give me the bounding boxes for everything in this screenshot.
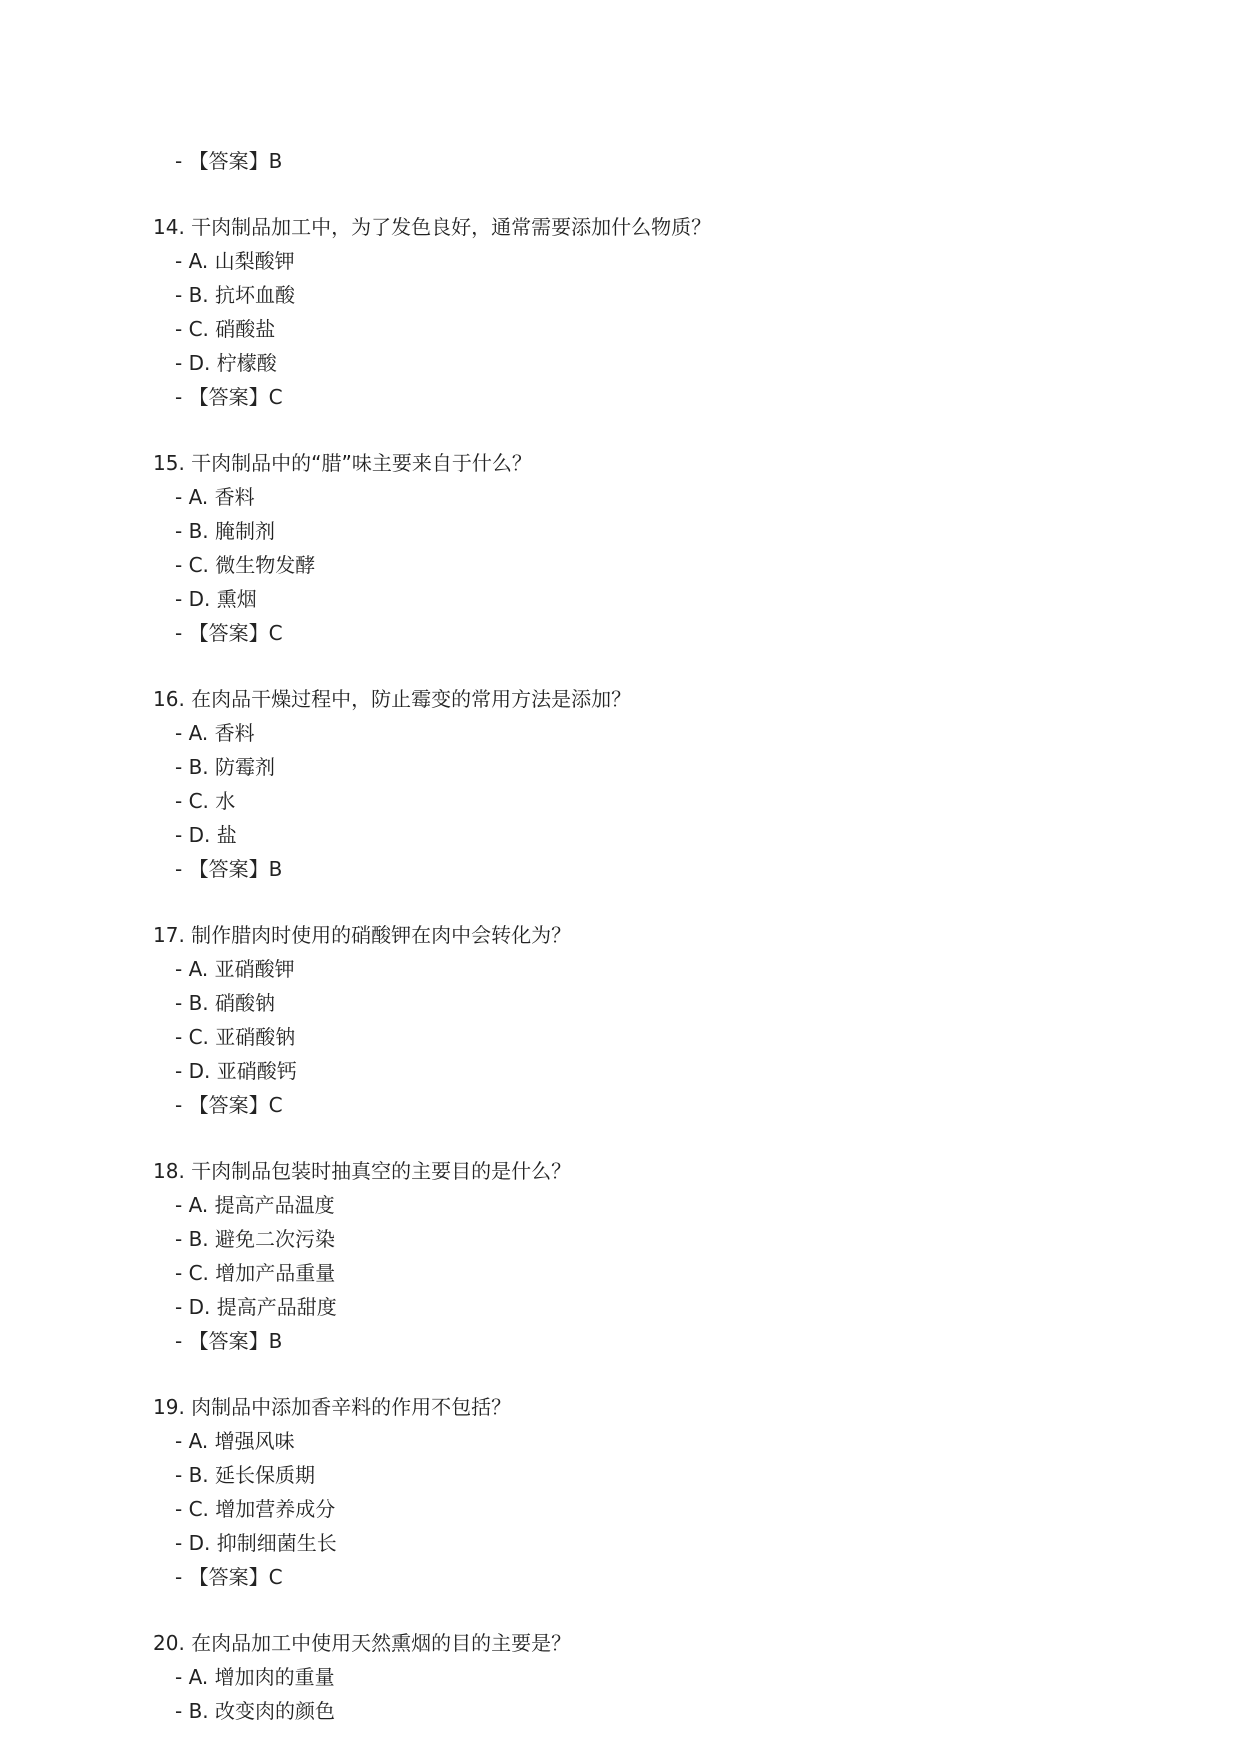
option-line: - A. 香料 bbox=[175, 485, 255, 509]
option-line: - B. 抗坏血酸 bbox=[175, 283, 296, 307]
option-line: - D. 熏烟 bbox=[175, 587, 257, 611]
option-line: - A. 提高产品温度 bbox=[175, 1193, 335, 1217]
question-stem: 20. 在肉品加工中使用天然熏烟的目的主要是？ bbox=[153, 1631, 572, 1655]
option-line: - A. 亚硝酸钾 bbox=[175, 957, 295, 981]
option-line: - A. 增强风味 bbox=[175, 1429, 295, 1453]
option-line: - D. 盐 bbox=[175, 823, 237, 847]
option-line: - A. 香料 bbox=[175, 721, 255, 745]
option-line: - D. 亚硝酸钙 bbox=[175, 1059, 297, 1083]
answer-line: - 【答案】B bbox=[175, 149, 283, 173]
option-line: - C. 增加产品重量 bbox=[175, 1261, 336, 1285]
answer-line: - 【答案】B bbox=[175, 857, 283, 881]
option-line: - C. 亚硝酸钠 bbox=[175, 1025, 296, 1049]
answer-line: - 【答案】B bbox=[175, 1329, 283, 1353]
option-line: - B. 延长保质期 bbox=[175, 1463, 316, 1487]
question-stem: 14. 干肉制品加工中，为了发色良好，通常需要添加什么物质？ bbox=[153, 215, 712, 239]
question-stem: 16. 在肉品干燥过程中，防止霉变的常用方法是添加？ bbox=[153, 687, 632, 711]
answer-line: - 【答案】C bbox=[175, 385, 283, 409]
question-stem: 18. 干肉制品包装时抽真空的主要目的是什么？ bbox=[153, 1159, 572, 1183]
option-line: - D. 提高产品甜度 bbox=[175, 1295, 337, 1319]
option-line: - A. 增加肉的重量 bbox=[175, 1665, 335, 1689]
question-stem: 19. 肉制品中添加香辛料的作用不包括？ bbox=[153, 1395, 512, 1419]
option-line: - B. 改变肉的颜色 bbox=[175, 1699, 336, 1723]
option-line: - C. 水 bbox=[175, 789, 236, 813]
option-line: - B. 腌制剂 bbox=[175, 519, 276, 543]
option-line: - A. 山梨酸钾 bbox=[175, 249, 295, 273]
option-line: - C. 硝酸盐 bbox=[175, 317, 276, 341]
question-stem: 15. 干肉制品中的“腊”味主要来自于什么？ bbox=[153, 451, 532, 475]
option-line: - D. 抑制细菌生长 bbox=[175, 1531, 337, 1555]
option-line: - B. 防霉剂 bbox=[175, 755, 276, 779]
option-line: - B. 避免二次污染 bbox=[175, 1227, 336, 1251]
answer-line: - 【答案】C bbox=[175, 621, 283, 645]
question-stem: 17. 制作腊肉时使用的硝酸钾在肉中会转化为？ bbox=[153, 923, 572, 947]
answer-line: - 【答案】C bbox=[175, 1565, 283, 1589]
option-line: - C. 微生物发酵 bbox=[175, 553, 316, 577]
option-line: - D. 柠檬酸 bbox=[175, 351, 277, 375]
answer-line: - 【答案】C bbox=[175, 1093, 283, 1117]
option-line: - C. 增加营养成分 bbox=[175, 1497, 336, 1521]
option-line: - B. 硝酸钠 bbox=[175, 991, 276, 1015]
